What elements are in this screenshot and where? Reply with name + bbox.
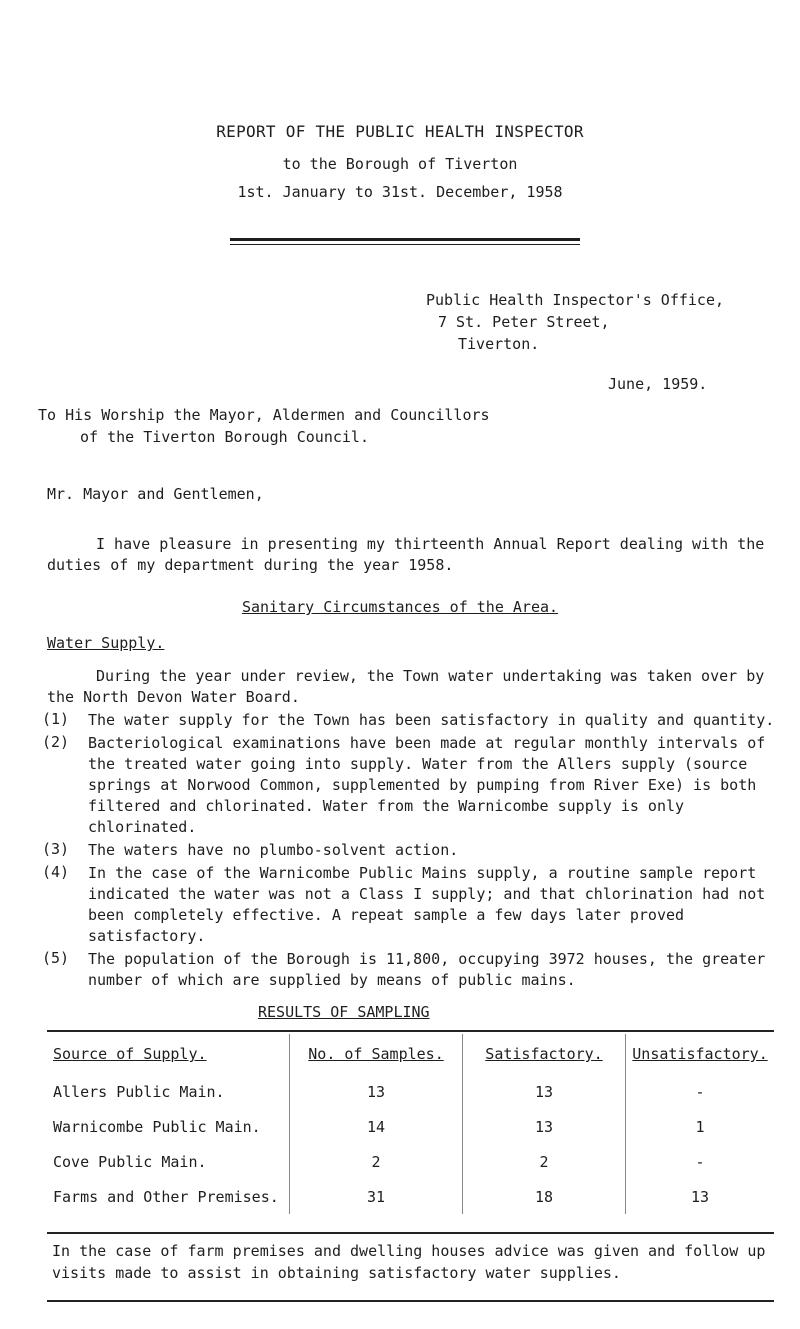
cell-samples: 31 <box>290 1179 463 1214</box>
address-line-1: Public Health Inspector's Office, <box>426 291 725 309</box>
point-text: The water supply for the Town has been satisfactory in quality and quantity. <box>88 711 775 729</box>
point-text: The waters have no plumbo-solvent action. <box>88 841 459 859</box>
addressee-line-1: To His Worship the Mayor, Aldermen and Councillors <box>38 406 490 424</box>
cell-unsatisfactory: - <box>626 1144 775 1179</box>
cell-source: Cove Public Main. <box>53 1152 207 1171</box>
takeover-paragraph: During the year under review, the Town water undertaking was taken over by the North Devon Water Board. <box>47 667 765 706</box>
header-samples: No. of Samples. <box>290 1034 463 1074</box>
addressee-line-2: of the Tiverton Borough Council. <box>80 428 369 446</box>
point-text: Bacteriological examinations have been made at regular monthly intervals of the treated water going into supply. Water from the Allers supply (source springs at Norwood Common, supplemented by pumping from River Exe) is both filtered and chlorinated. Water from the Warnicombe supply is only chlorinated. <box>88 734 766 836</box>
report-title: REPORT OF THE PUBLIC HEALTH INSPECTOR <box>216 122 584 141</box>
cell-satisfactory: 2 <box>463 1144 626 1179</box>
cell-samples: 14 <box>290 1109 463 1144</box>
cell-source: Farms and Other Premises. <box>53 1187 279 1206</box>
cell-unsatisfactory: 1 <box>626 1109 775 1144</box>
point-text: In the case of the Warnicombe Public Mains supply, a routine sample report indicated the water was not a Class I supply; and that chlorination had not been completely effective. A repeat sample a few days later proved satisfactory. <box>88 864 766 945</box>
cell-satisfactory: 13 <box>463 1109 626 1144</box>
results-heading: RESULTS OF SAMPLING <box>258 1003 430 1021</box>
header-source: Source of Supply. <box>53 1045 207 1063</box>
address-line-2: 7 St. Peter Street, <box>438 313 610 331</box>
cell-source: Warnicombe Public Main. <box>53 1117 261 1136</box>
title-rule-thick <box>230 238 580 241</box>
footnote: In the case of farm premises and dwelling houses advice was given and follow up visits made to assist in obtaining satisfactory water supplies. <box>52 1242 766 1282</box>
report-period: 1st. January to 31st. December, 1958 <box>237 183 563 201</box>
report-subtitle: to the Borough of Tiverton <box>282 155 518 173</box>
point-number: (1) <box>42 710 70 728</box>
point-number: (2) <box>42 733 70 751</box>
point-text: The population of the Borough is 11,800, occupying 3972 houses, the greater number of which are supplied by means of public mains. <box>88 950 766 989</box>
cell-source: Allers Public Main. <box>53 1082 225 1101</box>
title-rule-thin <box>230 244 580 245</box>
address-line-3: Tiverton. <box>458 335 540 353</box>
cell-satisfactory: 18 <box>463 1179 626 1214</box>
point-number: (5) <box>42 949 70 967</box>
subsection-heading: Water Supply. <box>47 634 165 652</box>
cell-samples: 2 <box>290 1144 463 1179</box>
intro-paragraph: I have pleasure in presenting my thirteenth Annual Report dealing with the duties of my department during the year 1958. <box>47 535 765 574</box>
cell-unsatisfactory: - <box>626 1074 775 1109</box>
salutation: Mr. Mayor and Gentlemen, <box>47 485 264 503</box>
cell-samples: 13 <box>290 1074 463 1109</box>
letter-date: June, 1959. <box>608 375 708 393</box>
header-satisfactory: Satisfactory. <box>463 1034 626 1074</box>
header-unsatisfactory: Unsatisfactory. <box>626 1034 775 1074</box>
cell-unsatisfactory: 13 <box>626 1179 775 1214</box>
point-number: (3) <box>42 840 70 858</box>
cell-satisfactory: 13 <box>463 1074 626 1109</box>
point-number: (4) <box>42 863 70 881</box>
section-heading: Sanitary Circumstances of the Area. <box>241 598 559 616</box>
